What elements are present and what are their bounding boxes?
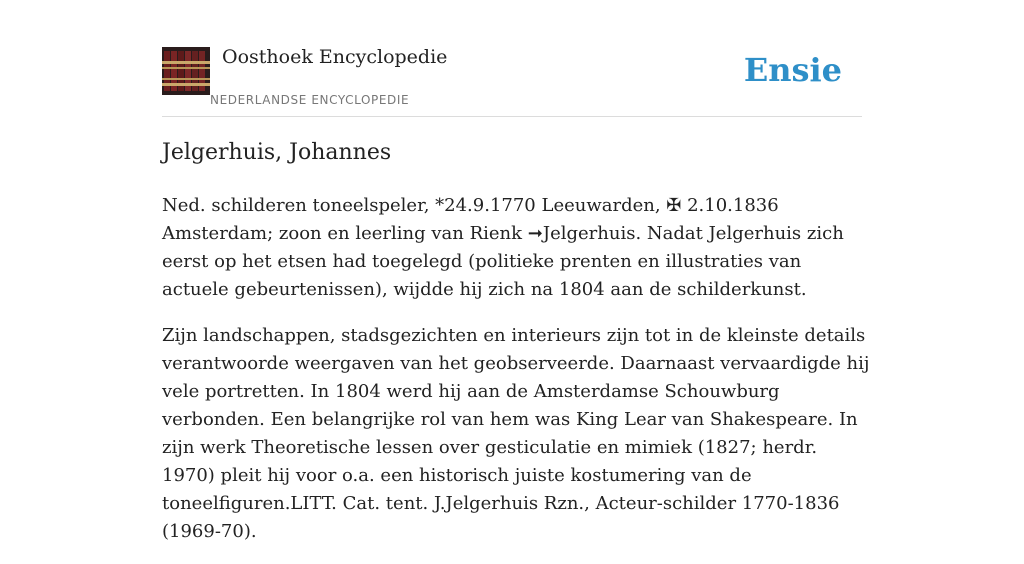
site-title[interactable]: Oosthoek Encyclopedie [222,46,448,68]
site-header [162,46,862,117]
entry-paragraph: Zijn landschappen, stadsgezichten en interieurs zijn tot in de kleinste details verantwoorde weergaven van het geobserveerde. Daarnaast vervaardigde hij vele portretten. In 1804 werd hij aan de Amsterdamse Schouwburg verbonden. Een belangrijke rol van hem was King Lear van Shakespeare. In zijn werk Theoretische lessen over gesticulatie en mimiek (1827; herdr. 1970) pleit hij voor o.a. een historisch juiste kostumering van de toneelfiguren.LITT. Cat. tent. J.Jelgerhuis Rzn., Acteur-schilder 1770-1836 (1969-70). [162,325,870,542]
encyclopedia-books-icon[interactable] [162,47,210,95]
paragraph-text: Ned. schilderen toneelspeler, *24.9.1770 Leeuwarden, ✠ 2.10.1836 Amsterdam; zoon en leerling van Rienk [162,195,779,244]
entry-title: Jelgerhuis, Johannes [162,140,392,165]
paragraph-text: . Nadat Jelgerhuis zich eerst op het etsen had toegelegd (politieke prenten en illustraties van actuele gebeurtenissen), wijdde hij zich na 1804 aan de schilderkunst. [162,223,844,300]
reference-link-jelgerhuis[interactable]: ➞Jelgerhuis [527,223,636,244]
ensie-logo-link[interactable]: Ensie [743,51,842,89]
site-subtitle: NEDERLANDSE ENCYCLOPEDIE [210,93,410,107]
entry-paragraph [162,192,872,304]
entry-content [162,192,872,564]
